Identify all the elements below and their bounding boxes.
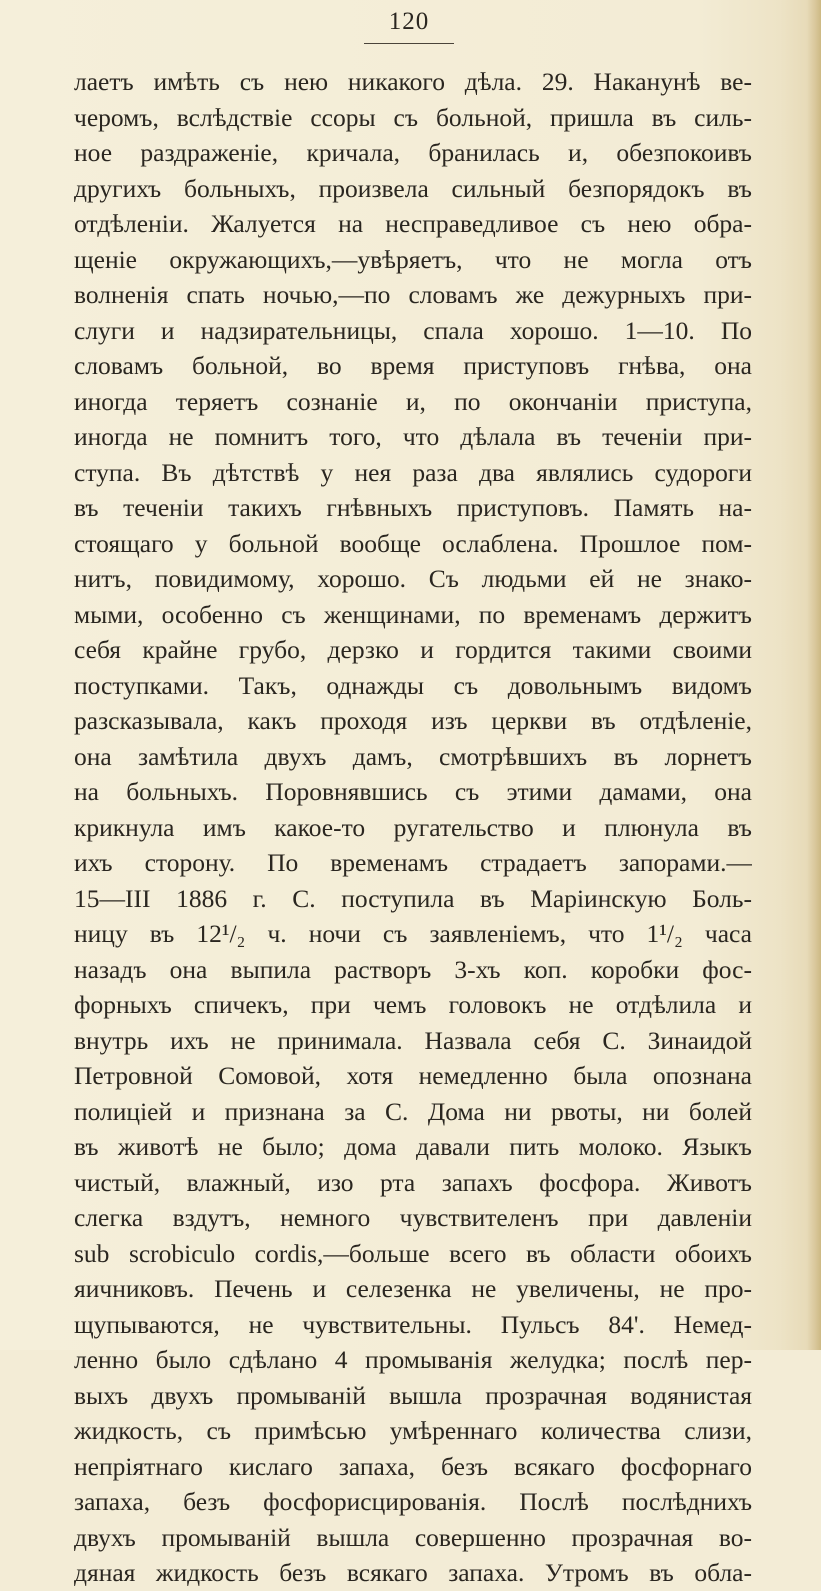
text-line: ленно было сдѣлано 4 промыванія желудка; послѣ пер-: [74, 1345, 752, 1374]
text-line: крикнула имъ какое-то ругательство и плюнула въ: [74, 812, 752, 842]
text-line: нитъ, повидимому, хорошо. Съ людьми ей не знако-: [74, 564, 752, 593]
text-line: ступа. Въ дѣтствѣ у нея раза два являлись судороги: [74, 457, 752, 487]
text-line: полиціей и признана за С. Дома ни рвоты, ни болей: [74, 1096, 752, 1126]
text-line: слегка вздутъ, немного чувствителенъ при давленіи: [74, 1203, 752, 1232]
text-line: стоящаго у больной вообще ослаблена. Прошлое пом-: [74, 528, 752, 558]
text-line: въ теченіи такихъ гнѣвныхъ приступовъ. Память на-: [74, 493, 752, 522]
text-line: ницу въ 12¹/₂ ч. ночи съ заявленіемъ, что 1¹/₂ часа: [74, 919, 752, 948]
text-line: она замѣтила двухъ дамъ, смотрѣвшихъ въ лорнетъ: [74, 741, 752, 771]
page-number: 120: [388, 8, 430, 35]
text-line: черомъ, вслѣдствіе ссоры съ больной, пришла въ силь-: [74, 102, 752, 132]
text-line: иногда теряетъ сознаніе и, по окончаніи приступа,: [74, 386, 752, 416]
text-line: назадъ она выпила растворъ 3-хъ коп. коробки фос-: [74, 954, 752, 984]
text-line: двухъ промываній вышла совершенно прозрачная во-: [74, 1522, 752, 1552]
text-line: жидкость, съ примѣсью умѣреннаго количества слизи,: [74, 1416, 752, 1445]
text-line: слуги и надзирательницы, спала хорошо. 1—10. По: [74, 315, 752, 345]
page-edge-shading: [807, 0, 821, 1350]
text-line: запаха, безъ фосфорисцированія. Послѣ послѣднихъ: [74, 1487, 752, 1516]
text-line: себя крайне грубо, дерзко и гордится такими своими: [74, 635, 752, 664]
text-line: щупываются, не чувствительны. Пульсъ 84'. Немед-: [74, 1309, 752, 1339]
text-line: щеніе окружающихъ,—увѣряетъ, что не могла отъ: [74, 244, 752, 274]
text-line: непріятнаго кислаго запаха, безъ всякаго фосфорнаго: [74, 1451, 752, 1481]
text-line: чистый, влажный, изо рта запахъ фосфора. Животъ: [74, 1167, 752, 1197]
text-line: другихъ больныхъ, произвела сильный безпорядокъ въ: [74, 173, 752, 203]
text-line: внутрь ихъ не принимала. Назвала себя С. Зинаидой: [74, 1025, 752, 1055]
text-line: выхъ двухъ промываній вышла прозрачная водянистая: [74, 1380, 752, 1410]
text-line: форныхъ спичекъ, при чемъ головокъ не отдѣлила и: [74, 990, 752, 1019]
text-line: разсказывала, какъ проходя изъ церкви въ отдѣленіе,: [74, 706, 752, 735]
text-line: волненія спать ночью,—по словамъ же дежурныхъ при-: [74, 280, 752, 309]
text-line: на больныхъ. Поровнявшись съ этими дамами, она: [74, 777, 752, 806]
text-line: поступками. Такъ, однажды съ довольнымъ видомъ: [74, 670, 752, 700]
text-line: Петровной Сомовой, хотя немедленно была опознана: [74, 1061, 752, 1090]
text-line: въ животѣ не было; дома давали пить молоко. Языкъ: [74, 1132, 752, 1161]
text-line: дяная жидкость безъ всякаго запаха. Утромъ въ обла-: [74, 1558, 752, 1587]
text-line: 15—III 1886 г. С. поступила въ Маріинскую Боль-: [74, 883, 752, 913]
text-line: лаетъ имѣть съ нею никакого дѣла. 29. Наканунѣ ве-: [74, 67, 752, 96]
text-line: яичниковъ. Печень и селезенка не увеличены, не про-: [74, 1274, 752, 1303]
text-line: ное раздраженіе, кричала, бранилась и, обезпокоивъ: [74, 138, 752, 167]
page-number-rule: [364, 43, 454, 44]
text-line: sub scrobiculo cordis,—больше всего въ области обоихъ: [74, 1238, 752, 1268]
text-line: отдѣленіи. Жалуется на несправедливое съ нею обра-: [74, 209, 752, 238]
body-text: [74, 64, 752, 1591]
text-line: мыми, особенно съ женщинами, по временамъ держитъ: [74, 599, 752, 629]
text-line: ихъ сторону. По временамъ страдаетъ запорами.—: [74, 848, 752, 877]
text-line: словамъ больной, во время приступовъ гнѣва, она: [74, 351, 752, 380]
text-line: иногда не помнитъ того, что дѣлала въ теченіи при-: [74, 422, 752, 451]
